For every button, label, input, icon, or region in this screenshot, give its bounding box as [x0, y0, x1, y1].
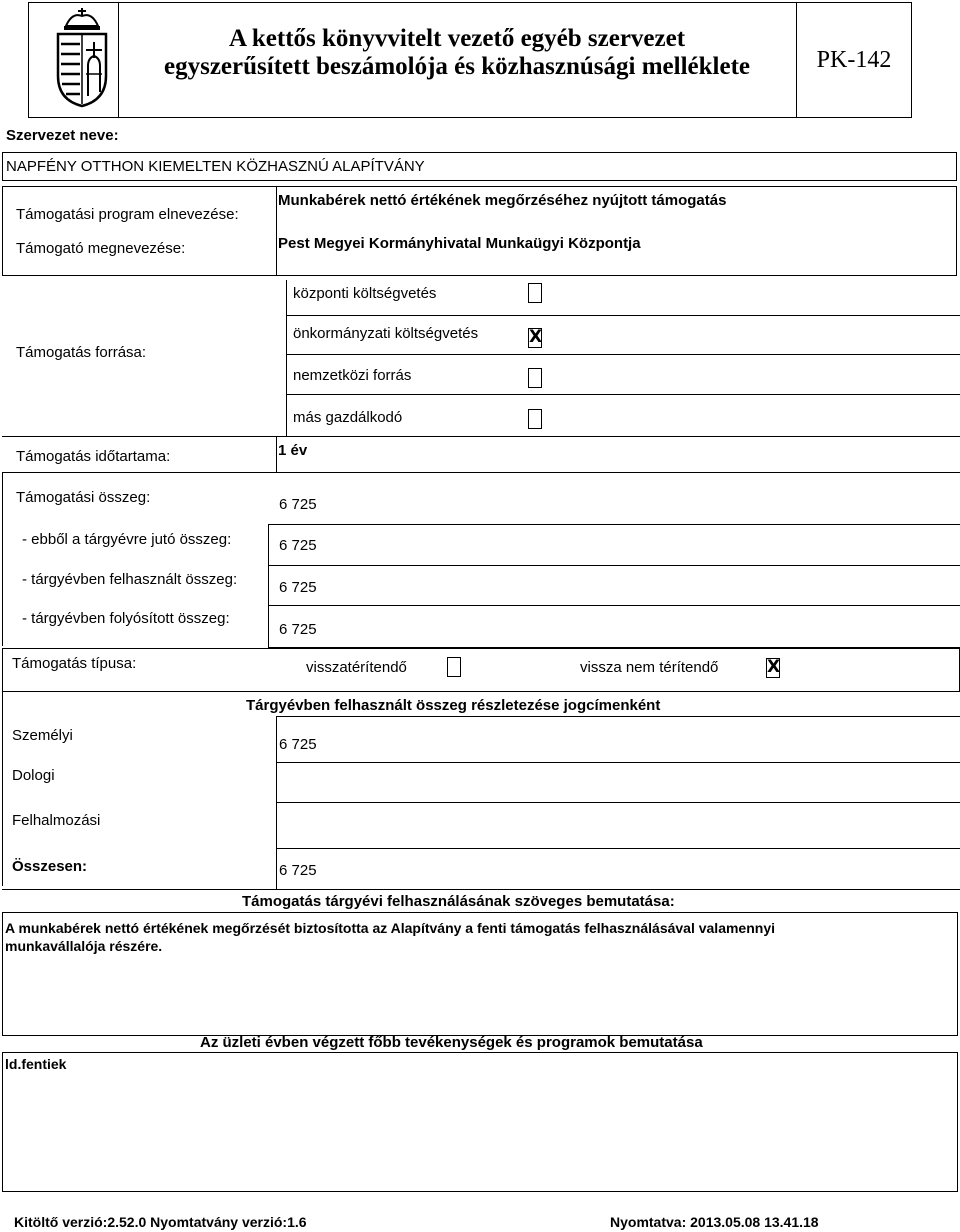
type-nonrefundable-checkbox[interactable]: X [767, 657, 781, 677]
year-amount-label: - ebből a tárgyévre jutó összeg: [22, 531, 232, 548]
form-title-line1: A kettős könyvvitelt vezető egyéb szervezet [228, 25, 686, 52]
paid-amount-value: 6 725 [279, 621, 317, 638]
breakdown-total-label: Összesen: [12, 858, 88, 875]
form-title-line2: egyszerűsített beszámolója és közhasznúsági melléklete [164, 53, 750, 80]
source-international-checkbox[interactable] [528, 368, 542, 388]
source-option-municipal: önkormányzati költségvetés [293, 325, 479, 342]
form-title [118, 25, 796, 81]
activities-text: ld.fentiek [5, 1056, 67, 1072]
usage-text-line2: munkavállalója részére. [5, 938, 163, 954]
year-amount-value: 6 725 [279, 537, 317, 554]
org-label: Szervezet neve: [6, 127, 119, 144]
used-amount-label: - tárgyévben felhasznált összeg: [22, 571, 238, 588]
activities-box [2, 1052, 958, 1192]
program-name-label: Támogatási program elnevezése: [16, 206, 239, 223]
breakdown-investment-label: Felhalmozási [12, 812, 101, 829]
breakdown-heading: Tárgyévben felhasznált összeg részletezése jogcímenként [246, 697, 661, 714]
total-amount-value: 6 725 [279, 496, 317, 513]
source-municipal-checkbox[interactable]: X [529, 327, 543, 347]
duration-label: Támogatás időtartama: [16, 448, 171, 465]
source-other-business-checkbox[interactable] [528, 409, 542, 429]
type-label: Támogatás típusa: [12, 655, 137, 672]
source-option-international: nemzetközi forrás [293, 367, 412, 384]
type-refundable-checkbox[interactable] [447, 657, 461, 677]
breakdown-total-value: 6 725 [279, 862, 317, 879]
usage-heading: Támogatás tárgyévi felhasználásának szöveges bemutatása: [242, 893, 675, 910]
org-name: NAPFÉNY OTTHON KIEMELTEN KÖZHASZNÚ ALAPÍTVÁNY [6, 158, 425, 175]
paid-amount-label: - tárgyévben folyósított összeg: [22, 610, 230, 627]
breakdown-material-label: Dologi [12, 767, 55, 784]
source-central-checkbox[interactable] [528, 283, 542, 303]
breakdown-personal-label: Személyi [12, 727, 73, 744]
total-amount-label: Támogatási összeg: [16, 489, 151, 506]
usage-text [5, 919, 775, 955]
used-amount-value: 6 725 [279, 579, 317, 596]
source-option-central: központi költségvetés [293, 285, 437, 302]
breakdown-personal-value: 6 725 [279, 736, 317, 753]
program-name-value: Munkabérek nettó értékének megőrzéséhez nyújtott támogatás [278, 192, 727, 209]
coat-of-arms-icon [50, 6, 114, 110]
type-box [2, 648, 960, 692]
supporter-value: Pest Megyei Kormányhivatal Munkaügyi Központja [278, 235, 641, 252]
duration-value: 1 év [278, 442, 308, 459]
usage-text-line1: A munkabérek nettó értékének megőrzését biztosította az Alapítvány a fenti támogatás felhasználásával valamennyi [5, 920, 775, 936]
type-refundable-label: visszatérítendő [306, 659, 407, 676]
activities-heading: Az üzleti évben végzett főbb tevékenységek és programok bemutatása [200, 1034, 703, 1051]
source-option-other-business: más gazdálkodó [293, 409, 403, 426]
type-nonrefundable-label: vissza nem térítendő [580, 659, 719, 676]
supporter-label: Támogató megnevezése: [16, 240, 186, 257]
source-label: Támogatás forrása: [16, 344, 147, 361]
footer-versions: Kitöltő verzió:2.52.0 Nyomtatvány verzió:1.6 [14, 1214, 307, 1230]
form-code: PK-142 [816, 47, 892, 73]
footer-printed: Nyomtatva: 2013.05.08 13.41.18 [610, 1214, 819, 1230]
